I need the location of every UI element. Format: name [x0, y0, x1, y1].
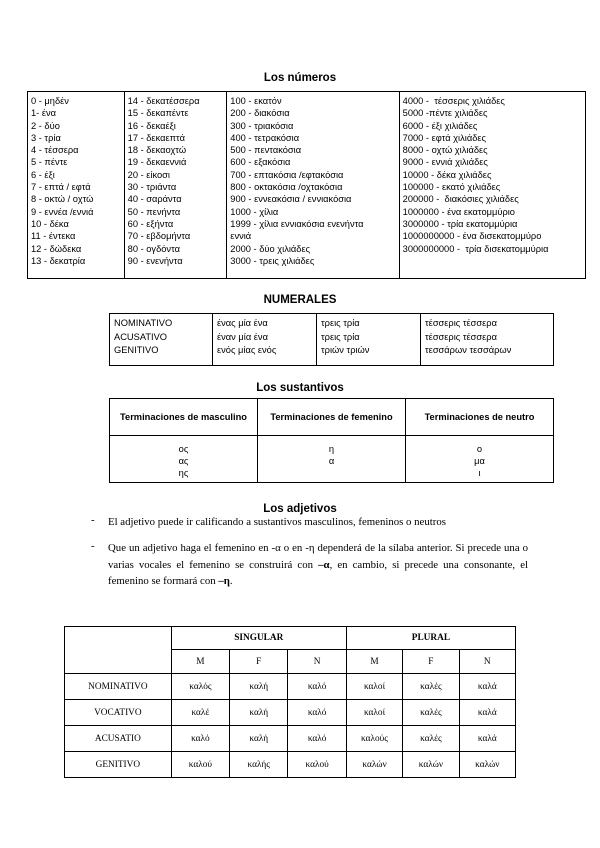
- number-entry: 300 - τριακόσια: [230, 120, 294, 131]
- number-entry: 100000 - εκατό χιλιάδες: [402, 182, 501, 193]
- number-entry: 900 - εννεακόσια / εννιακόσια: [230, 194, 352, 205]
- numeros-title: Los números: [263, 72, 337, 84]
- number-entry: 1000000 - ένα εκατομμύριο: [402, 206, 515, 217]
- adj-form: καλό: [288, 700, 346, 726]
- adj-form: καλοί: [346, 674, 402, 700]
- number-entry: 7 - επτά / εφτά: [31, 182, 91, 193]
- bullet-dash: -: [91, 514, 95, 526]
- number-entry: 90 - ενενήντα: [127, 255, 183, 266]
- p2-text: , en cambio, si precede una consonante, el femenino se formará con: [108, 558, 528, 587]
- number-entry: 5 - πέντε: [31, 157, 68, 168]
- number-entry: 30 - τριάντα: [127, 182, 177, 193]
- sustantivos-title: Los sustantivos: [256, 382, 344, 394]
- number-entry: 1999 - χίλια εννιακόσια ενενήντα: [230, 218, 364, 229]
- adjetivos-table: [64, 626, 516, 778]
- adj-form: καλή: [230, 674, 288, 700]
- number-entry: 200000 - διακόσιες χιλιάδες: [402, 194, 519, 205]
- femenino-endings: [258, 436, 406, 483]
- table-row: [65, 674, 516, 700]
- number-entry: 60 - εξήντα: [127, 218, 174, 229]
- adj-form: καλούς: [346, 726, 402, 752]
- sustantivos-table: [109, 398, 554, 483]
- number-entry: 6 - έξι: [31, 169, 55, 180]
- number-entry: 700 - επτακόσια /εφτακόσια: [230, 169, 344, 180]
- adj-form: καλές: [403, 674, 459, 700]
- header-neutro: Terminaciones de neutro: [406, 399, 554, 436]
- number-entry: 4000 - τέσσερις χιλιάδες: [402, 96, 505, 106]
- case-label: NOMINATIVO: [114, 318, 173, 328]
- adj-form: καλού: [288, 752, 346, 778]
- number-entry: 5000 -πέντε χιλιάδες: [402, 108, 488, 119]
- numerales-cuatro: [421, 314, 553, 365]
- number-entry: 10000 - δέκα χιλιάδες: [402, 169, 492, 180]
- number-entry: 80 - ογδόντα: [127, 243, 180, 254]
- gender-n: N: [288, 650, 346, 674]
- numeral-form: τρεις τρία: [321, 318, 360, 328]
- adj-form: καλών: [346, 752, 402, 778]
- number-entry: 9000 - εννιά χιλιάδες: [402, 157, 488, 168]
- ending: μα: [474, 456, 485, 466]
- numeral-form: τέσσερις τέσσερα: [425, 331, 497, 342]
- number-entry: 1000 - χίλια: [230, 206, 279, 217]
- number-entry: 600 - εξακόσια: [230, 157, 291, 168]
- number-entry: 9 - εννέα /εννιά: [31, 206, 94, 217]
- number-entry: 800 - οκτακόσια /οχτακόσια: [230, 182, 343, 193]
- gender-n: N: [459, 650, 515, 674]
- neutro-endings: [406, 436, 554, 483]
- number-entry: 500 - πεντακόσια: [230, 145, 302, 156]
- table-row: [65, 752, 516, 778]
- number-entry: 12 - δώδεκα: [31, 243, 82, 254]
- numeral-form: τριών τριών: [321, 345, 370, 355]
- ending: η: [328, 444, 335, 454]
- empty-corner-cell: [65, 627, 172, 674]
- number-entry: 70 - εβδομήντα: [127, 231, 191, 242]
- ending: ο: [476, 444, 483, 454]
- case-label: GENITIVO: [114, 345, 159, 355]
- gender-f: F: [403, 650, 459, 674]
- adj-form: καλών: [403, 752, 459, 778]
- gender-m: M: [346, 650, 402, 674]
- number-entry: 100 - εκατόν: [230, 96, 282, 106]
- numbers-col-1: [28, 92, 125, 278]
- number-entry: 200 - διακόσια: [230, 108, 290, 119]
- adj-form: καλή: [230, 726, 288, 752]
- number-entry: 4 - τέσσερα: [31, 145, 79, 156]
- number-entry: 1- ένα: [31, 108, 57, 119]
- case-label: VOCATIVO: [65, 700, 172, 726]
- adjetivos-paragraph-2: [108, 540, 528, 590]
- adjetivos-paragraph-1: El adjetivo puede ir calificando a sustantivos masculinos, femeninos o neutros: [108, 516, 446, 528]
- numbers-table: [27, 91, 586, 279]
- ending: ας: [178, 456, 189, 466]
- case-label: ACUSATIO: [65, 726, 172, 752]
- gender-m: M: [171, 650, 229, 674]
- adj-form: καλές: [403, 700, 459, 726]
- masculino-endings: [110, 436, 258, 483]
- number-entry: 7000 - εφτά χιλιάδες: [402, 132, 486, 143]
- gender-f: F: [230, 650, 288, 674]
- numerales-cases: [110, 314, 213, 365]
- adj-form: καλέ: [171, 700, 229, 726]
- number-entry: 16 - δεκαέξι: [127, 120, 176, 131]
- numbers-col-3: [227, 92, 399, 278]
- header-femenino: Terminaciones de femenino: [258, 399, 406, 436]
- bullet-dash: -: [91, 540, 95, 552]
- number-entry: 50 - πενήντα: [127, 206, 181, 217]
- numeral-form: ένας μία ένα: [217, 318, 268, 328]
- plural-header: PLURAL: [346, 627, 515, 650]
- numerales-tres: [317, 314, 421, 365]
- number-entry: 8000 - οχτώ χιλιάδες: [402, 145, 488, 156]
- number-entry: 400 - τετρακόσια: [230, 132, 300, 143]
- case-label: GENITIVO: [65, 752, 172, 778]
- number-entry: 3000000000 - τρία δισεκατομμύρια: [402, 243, 549, 254]
- adj-form: καλές: [403, 726, 459, 752]
- number-entry: 11 - έντεκα: [31, 231, 76, 242]
- adj-form: καλά: [459, 700, 515, 726]
- adj-form: καλή: [230, 700, 288, 726]
- adj-form: καλού: [171, 752, 229, 778]
- ending: ι: [478, 468, 481, 478]
- number-entry: εννιά: [230, 231, 252, 242]
- number-entry: 3000 - τρεις χιλιάδες: [230, 255, 315, 266]
- number-entry: 20 - είκοσι: [127, 169, 170, 180]
- number-entry: 8 - οκτώ / οχτώ: [31, 194, 94, 205]
- numeral-form: έναν μία ένα: [217, 331, 268, 342]
- adj-form: καλοί: [346, 700, 402, 726]
- number-entry: 17 - δεκαεπτά: [127, 132, 185, 143]
- p2-bold-alpha: –α: [318, 558, 330, 571]
- number-entry: 13 - δεκατρία: [31, 255, 86, 266]
- numerales-title: NUMERALES: [263, 294, 337, 306]
- number-entry: 2000 - δύο χιλιάδες: [230, 243, 311, 254]
- adj-form: καλό: [288, 674, 346, 700]
- adj-form: καλά: [459, 726, 515, 752]
- table-row: [65, 700, 516, 726]
- p2-text: .: [229, 575, 233, 587]
- numeral-form: τεσσάρων τεσσάρων: [425, 345, 512, 355]
- singular-header: SINGULAR: [171, 627, 346, 650]
- ending: α: [328, 456, 335, 466]
- adj-form: καλό: [171, 726, 229, 752]
- number-entry: 10 - δέκα: [31, 218, 69, 229]
- adjetivos-title: Los adjetivos: [263, 503, 337, 515]
- number-entry: 3000000 - τρία εκατομμύρια: [402, 218, 518, 229]
- header-masculino: Terminaciones de masculino: [110, 399, 258, 436]
- case-label: ACUSATIVO: [114, 331, 168, 342]
- number-entry: 18 - δεκαοχτώ: [127, 145, 187, 156]
- ending: ης: [178, 468, 189, 478]
- number-entry: 15 - δεκαπέντε: [127, 108, 189, 119]
- number-entry: 6000 - έξι χιλιάδες: [402, 120, 478, 131]
- numerales-uno: [213, 314, 317, 365]
- number-entry: 3 - τρία: [31, 132, 61, 143]
- adj-form: καλά: [459, 674, 515, 700]
- table-row: [65, 726, 516, 752]
- p2-text: Que un adjetivo haga el femenino en -α o en -η dependerá de la sílaba anterior. Si precede una o varias vocales el femenino se construirá con: [108, 542, 528, 571]
- numbers-col-4: [400, 92, 585, 278]
- numbers-col-2: [125, 92, 228, 278]
- case-label: NOMINATIVO: [65, 674, 172, 700]
- number-entry: 2 - δύο: [31, 120, 60, 131]
- ending: ος: [178, 444, 189, 454]
- numeral-form: ενός μίας ενός: [217, 345, 277, 355]
- p2-bold-eta: –η: [218, 575, 230, 587]
- number-entry: 0 - μηδέν: [31, 96, 69, 106]
- adj-form: καλός: [171, 674, 229, 700]
- numerales-table: [109, 313, 554, 366]
- adj-form: καλό: [288, 726, 346, 752]
- number-entry: 19 - δεκαεννιά: [127, 157, 187, 168]
- numeral-form: τρεις τρία: [321, 331, 360, 342]
- number-entry: 1000000000 - ένα δισεκατομμύρο: [402, 231, 542, 242]
- numeral-form: τέσσερις τέσσερα: [425, 318, 497, 328]
- adj-form: καλών: [459, 752, 515, 778]
- adj-form: καλής: [230, 752, 288, 778]
- number-entry: 40 - σαράντα: [127, 194, 182, 205]
- number-entry: 14 - δεκατέσσερα: [127, 96, 200, 106]
